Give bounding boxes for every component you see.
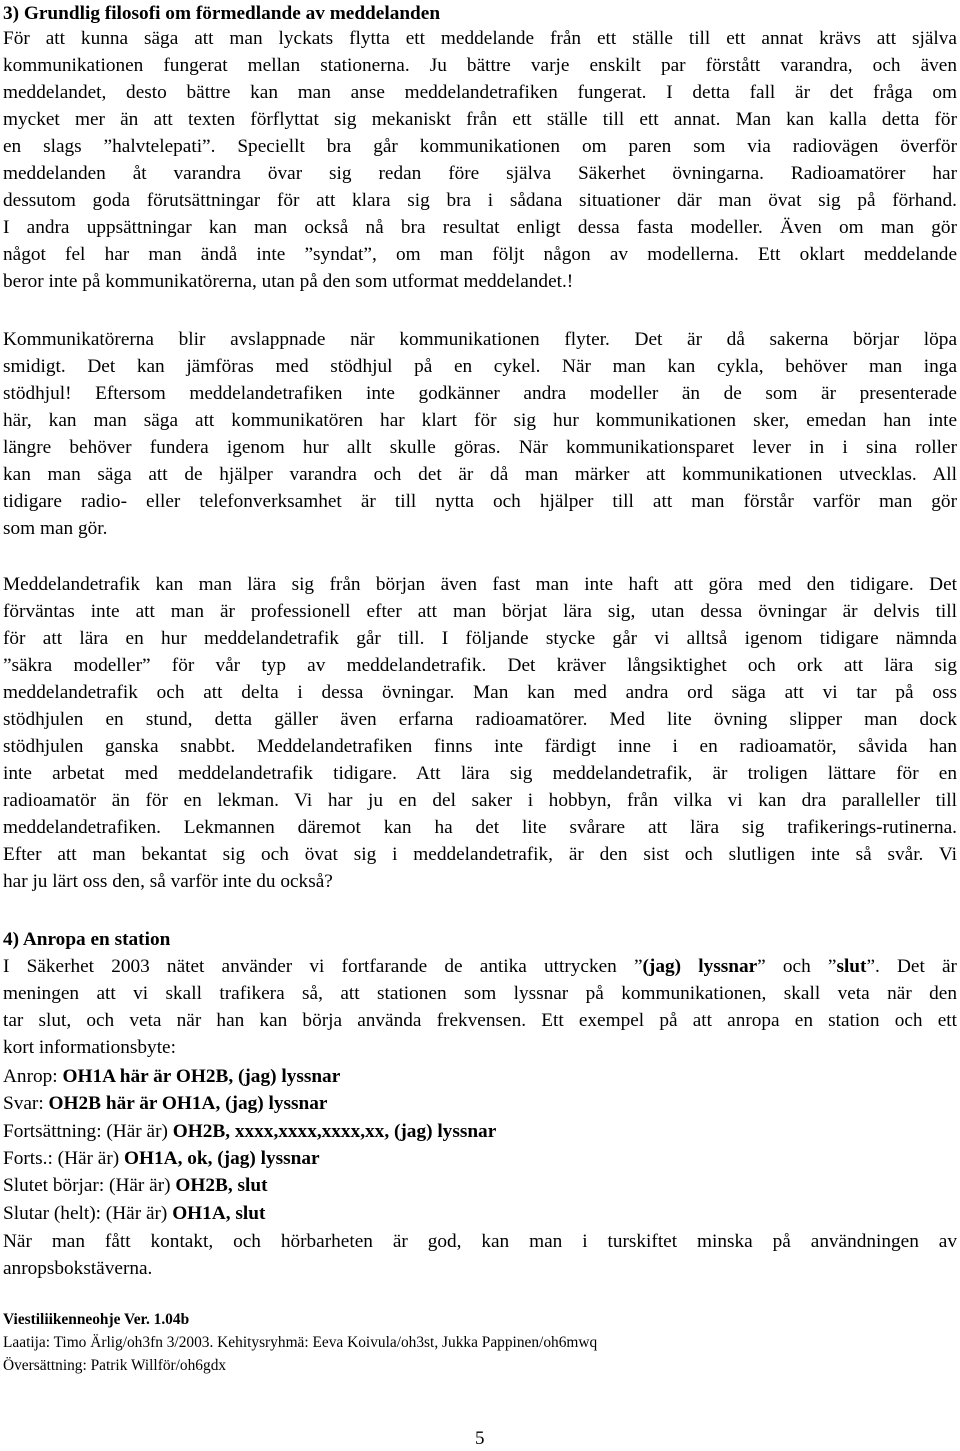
text-line: längre behöver fundera igenom hur allt skulle göras. När kommunikationsparet lever in i sina roller bbox=[3, 437, 957, 458]
example-line: Slutar (helt): (Här är) OH1A, slut bbox=[3, 1203, 266, 1224]
text-line: När man fått kontakt, och hörbarheten är god, kan man i turskiftet minska på användningen av bbox=[3, 1231, 957, 1252]
text-line: meningen att vi skall trafikera så, att stationen som lyssnar på kommunikationen, skall veta när den bbox=[3, 983, 957, 1004]
section-4-heading: 4) Anropa en station bbox=[3, 929, 171, 950]
example-line: Anrop: OH1A här är OH2B, (jag) lyssnar bbox=[3, 1066, 341, 1087]
text-line: meddelandetrafik och att delta i dessa övningar. Man kan med andra ord säga att vi tar på oss bbox=[3, 682, 957, 703]
text-line: en slags ”halvtelepati”. Speciellt bra går kommunikationen om paren som via radiovägen överför bbox=[3, 136, 957, 157]
text-line: smidigt. Det kan jämföras med stödhjul på en cykel. När man kan cykla, behöver man inga bbox=[3, 356, 957, 377]
text-line: kort informationsbyte: bbox=[3, 1037, 176, 1058]
footer-title: Viestiliikenneohje Ver. 1.04b bbox=[3, 1311, 190, 1328]
text-line: kan man säga att de hjälper varandra och det är då man märker att kommunikationen utvecklas. All bbox=[3, 464, 957, 485]
text-line: Kommunikatörerna blir avslappnade när kommunikationen flyter. Det är då sakerna börjar löpa bbox=[3, 329, 957, 350]
text-line: I Säkerhet 2003 nätet använder vi fortfarande de antika uttrycken ”(jag) lyssnar” och ”slut”. Det är bbox=[3, 956, 957, 977]
text-line: har ju lärt oss den, så varför inte du också? bbox=[3, 871, 333, 892]
example-line: Fortsättning: (Här är) OH2B, xxxx,xxxx,xxxx,xx, (jag) lyssnar bbox=[3, 1121, 497, 1142]
footer-authors: Laatija: Timo Ärlig/oh3fn 3/2003. Kehitysryhmä: Eeva Koivula/oh3st, Jukka Pappinen/oh6mwq bbox=[3, 1334, 598, 1351]
text-line: för att lära en hur meddelandetrafik går till. I följande stycke går vi alltså igenom tidigare nämnda bbox=[3, 628, 957, 649]
text-line: ”säkra modeller” för vår typ av meddelandetrafik. Det kräver långsiktighet och ork att lära sig bbox=[3, 655, 957, 676]
text-line: meddelandetrafiken. Lekmannen däremot kan ha det lite svårare att lära sig trafikerings-rutinerna. bbox=[3, 817, 957, 838]
text-line: tidigare radio- eller telefonverksamhet är till nytta och hjälper till att man förstår varför man gör bbox=[3, 491, 957, 512]
text-line: tar slut, och veta när han kan börja använda frekvensen. Ett exempel på att anropa en station och ett bbox=[3, 1010, 957, 1031]
example-line: Svar: OH2B här är OH1A, (jag) lyssnar bbox=[3, 1093, 328, 1114]
text-line: här, kan man säga att kommunikatören har klart för sig hur kommunikationen sker, emedan han inte bbox=[3, 410, 957, 431]
section-3-heading: 3) Grundlig filosofi om förmedlande av meddelanden bbox=[3, 3, 441, 24]
footer-translation: Översättning: Patrik Willför/oh6gdx bbox=[3, 1357, 227, 1374]
text-line: meddelanden åt varandra övar sig redan före själva Säkerhet övningarna. Radioamatörer har bbox=[3, 163, 957, 184]
text-line: Efter att man bekantat sig och övat sig i meddelandetrafik, är den sist och slutligen inte så svår. Vi bbox=[3, 844, 957, 865]
text-line: mycket mer än att texten förflyttat sig mekaniskt från ett ställe till ett annat. Man kan kalla detta för bbox=[3, 109, 957, 130]
text-line: anropsbokstäverna. bbox=[3, 1258, 153, 1279]
example-line: Slutet börjar: (Här är) OH2B, slut bbox=[3, 1175, 268, 1196]
text-line: stödhjulen ganska snabbt. Meddelandetrafiken finns inte färdigt inne i en radioamatör, såvida han bbox=[3, 736, 957, 757]
text-line: som man gör. bbox=[3, 518, 108, 539]
text-line: I andra uppsättningar kan man också nå bra resultat enligt dessa fasta modeller. Även om man gör bbox=[3, 217, 957, 238]
page-number: 5 bbox=[475, 1428, 485, 1449]
text-line: Meddelandetrafik kan man lära sig från början även fast man inte haft att göra med den tidigare. Det bbox=[3, 574, 957, 595]
text-line: kommunikationen fungerat mellan stationerna. Ju bättre varje enskilt par förstått varandra, och även bbox=[3, 55, 957, 76]
text-line: stödhjul! Eftersom meddelandetrafiken inte godkänner andra modeller än de som är presenterade bbox=[3, 383, 957, 404]
text-line: inte arbetat med meddelandetrafik tidigare. Att lära sig meddelandetrafik, är troligen lättare för en bbox=[3, 763, 957, 784]
text-line: beror inte på kommunikatörerna, utan på den som utformat meddelandet.! bbox=[3, 271, 574, 292]
text-line: förväntas inte att man är professionell efter att man börjat lära sig, utan dessa övningar är delvis till bbox=[3, 601, 957, 622]
text-line: radioamatör än för en lekman. Vi har ju en del saker i hobbyn, från vilka vi kan dra paralleller till bbox=[3, 790, 957, 811]
text-line: meddelandet, desto bättre kan man anse meddelandetrafiken fungerat. I detta fall är det fråga om bbox=[3, 82, 957, 103]
text-line: dessutom goda förutsättningar för att klara sig bra i sådana situationer där man övat sig på förhand. bbox=[3, 190, 957, 211]
text-line: stödhjulen en stund, detta gäller även erfarna radioamatörer. Med lite övning slipper man dock bbox=[3, 709, 957, 730]
text-line: något fel har man ändå inte ”syndat”, om man följt någon av modellerna. Ett oklart meddelande bbox=[3, 244, 957, 265]
example-line: Forts.: (Här är) OH1A, ok, (jag) lyssnar bbox=[3, 1148, 320, 1169]
text-line: För att kunna säga att man lyckats flytta ett meddelande från ett ställe till ett annat krävs att själva bbox=[3, 28, 957, 49]
